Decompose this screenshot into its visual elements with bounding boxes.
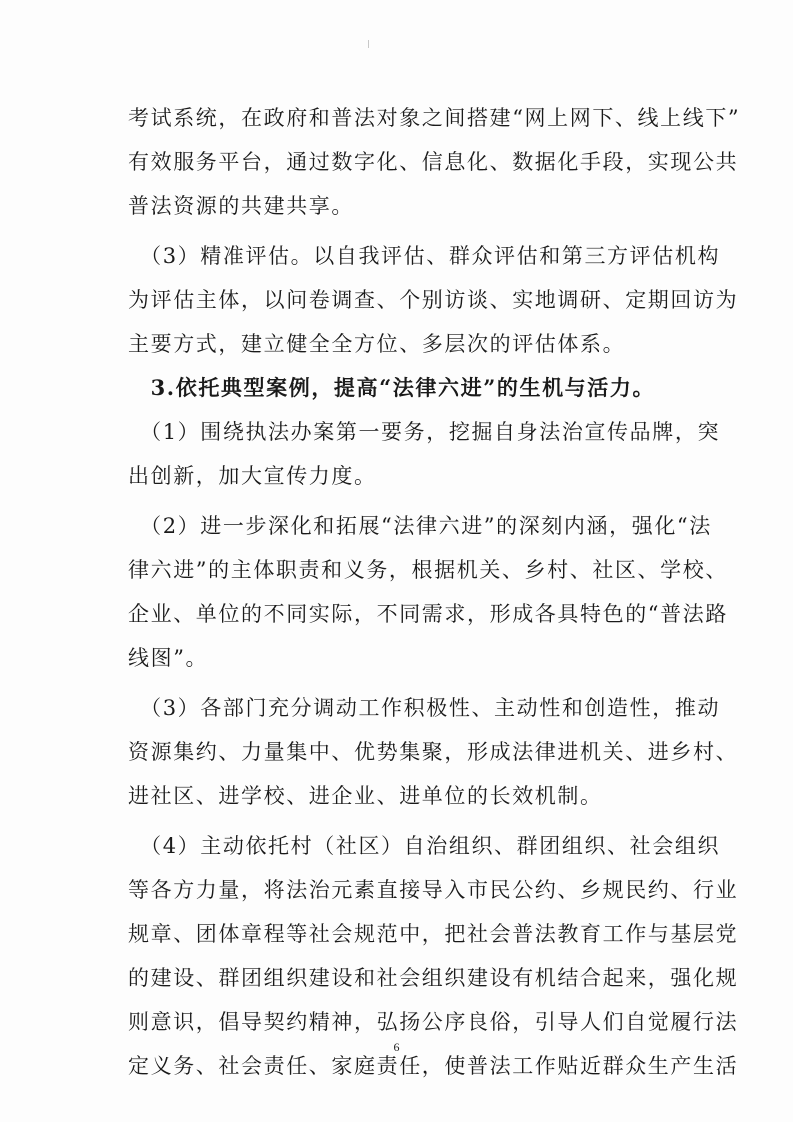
text-line: （1）围绕执法办案第一要务，挖掘自身法治宣传品牌，突	[128, 420, 721, 444]
text-line: 线图”。	[128, 646, 209, 670]
text-line: 出创新，加大宣传力度。	[128, 464, 377, 488]
text-line: 律六进”的主体职责和义务，根据机关、乡村、社区、学校、	[128, 558, 728, 582]
scan-mark	[368, 40, 369, 48]
text-line: （4）主动依托村（社区）自治组织、群团组织、社会组织	[128, 834, 721, 858]
paragraph-precise-evaluation	[128, 234, 739, 366]
text-line: 为评估主体，以问卷调查、个别访谈、实地调研、定期回访为	[128, 288, 739, 312]
text-line: 主要方式，建立健全全方位、多层次的评估体系。	[128, 332, 626, 356]
section-heading	[128, 366, 718, 410]
text-line: 等各方力量，将法治元素直接导入市民公约、乡规民约、行业	[128, 878, 739, 902]
text-line: （3）精准评估。以自我评估、群众评估和第三方评估机构	[128, 244, 721, 268]
text-line: （3）各部门充分调动工作积极性、主动性和创造性，推动	[128, 696, 721, 720]
text-line: 资源集约、力量集中、优势集聚，形成法律进机关、进乡村、	[128, 740, 739, 764]
text-line: 的建设、群团组织建设和社会组织建设有机结合起来，强化规	[128, 966, 739, 990]
text-line: 企业、单位的不同实际，不同需求，形成各具特色的“普法路	[128, 602, 728, 626]
text-line: 进社区、进学校、进企业、进单位的长效机制。	[128, 784, 603, 808]
body-text	[128, 96, 741, 1088]
paragraph-item-3	[128, 686, 739, 818]
text-line: 则意识，倡导契约精神，弘扬公序良俗，引导人们自觉履行法	[128, 1010, 739, 1034]
text-line: 规章、团体章程等社会规范中，把社会普法教育工作与基层党	[128, 922, 739, 946]
text-line: 考试系统，在政府和普法对象之间搭建“网上网下、线上线下”	[128, 106, 741, 130]
text-line: 有效服务平台，通过数字化、信息化、数据化手段，实现公共	[128, 150, 739, 174]
paragraph-platform	[128, 96, 741, 228]
page-number: 6	[393, 1040, 400, 1054]
text-line: （2）进一步深化和拓展“法律六进”的深刻内涵，强化“法	[128, 514, 712, 538]
text-line: 普法资源的共建共享。	[128, 194, 354, 218]
paragraph-item-2	[128, 504, 728, 680]
heading-line: 3.依托典型案例，提高“法律六进”的生机与活力。	[128, 375, 656, 400]
paragraph-item-1	[128, 410, 721, 498]
text-line: 定义务、社会责任、家庭责任，使普法工作贴近群众生产生活	[128, 1054, 739, 1078]
